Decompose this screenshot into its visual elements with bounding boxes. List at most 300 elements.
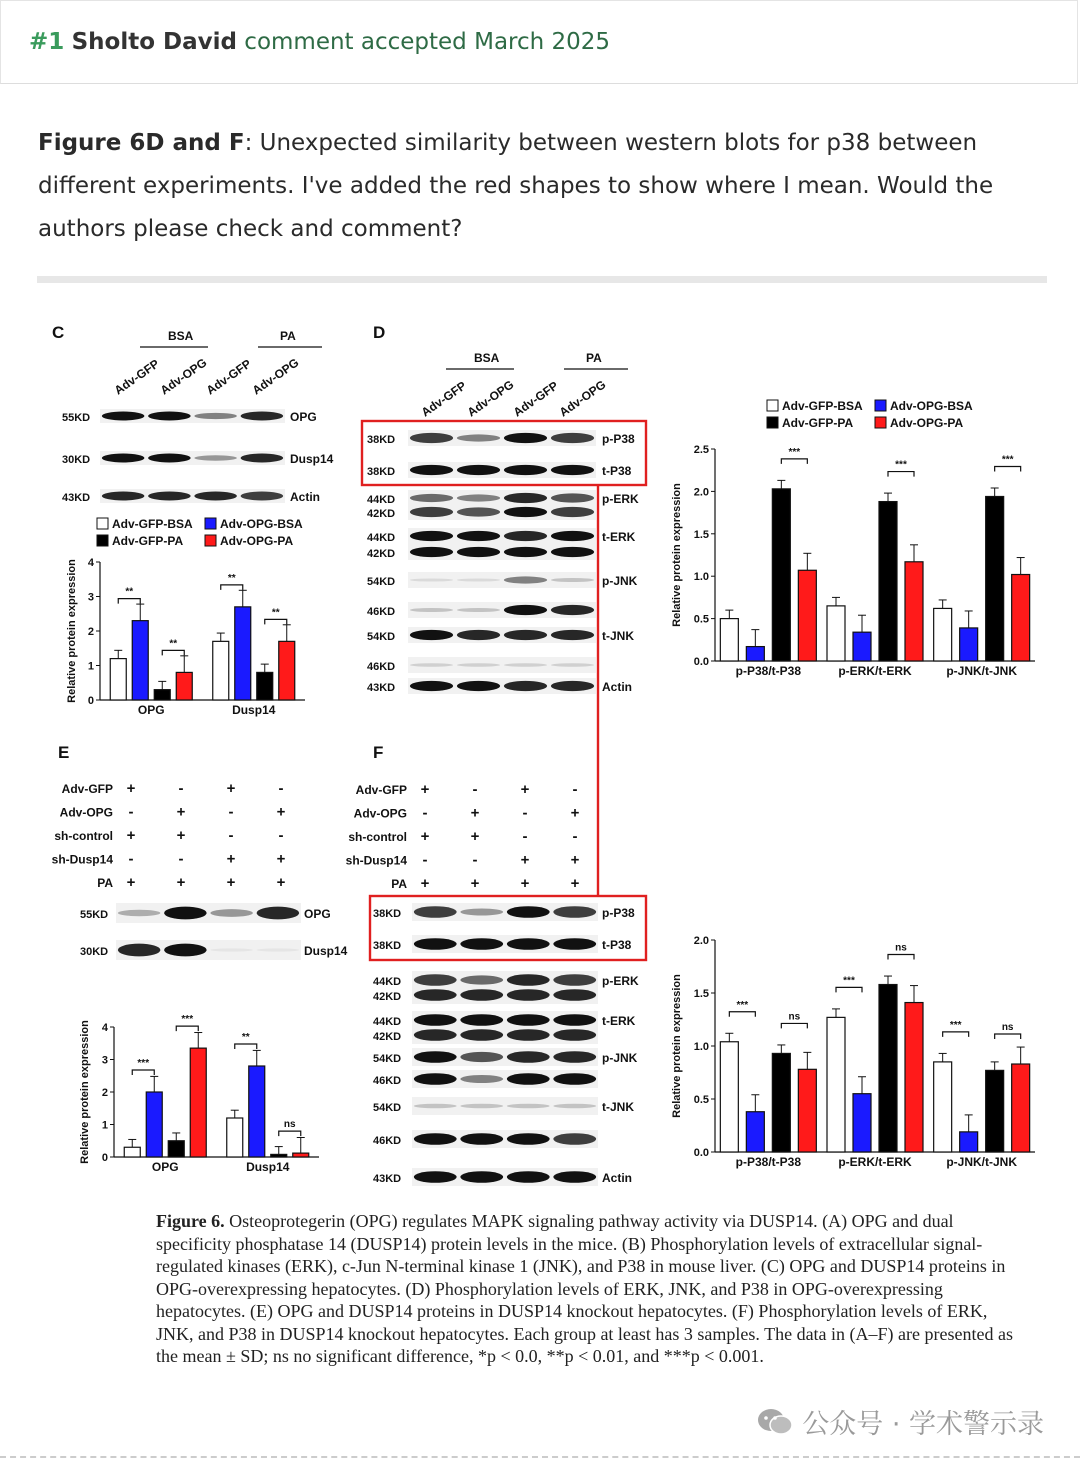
e-blot-band [257, 948, 300, 951]
category-label: OPG [137, 703, 165, 717]
c-blot-band [148, 454, 191, 463]
f-blot-band [507, 989, 550, 1001]
panel-label-c: C [52, 323, 65, 342]
protein-label: p-ERK [602, 492, 639, 506]
f-blot-band [414, 1073, 457, 1085]
kd-label: 55KD [80, 909, 109, 921]
condition-sign: - [178, 850, 184, 868]
bar [986, 1070, 1004, 1152]
f-blot-band [460, 1052, 503, 1062]
significance-label: *** [949, 1019, 962, 1031]
d-blot-band [457, 630, 500, 640]
d-blot-band [504, 630, 547, 640]
watermark [756, 1402, 1044, 1441]
d-blot-band [457, 465, 500, 475]
kd-label: 43KD [367, 682, 396, 694]
condition-label: sh-Dusp14 [345, 853, 407, 868]
kd-label: 44KD [367, 532, 396, 544]
c-blot-band [148, 412, 191, 421]
y-axis-label: Relative protein expression [671, 974, 683, 1118]
c-blot-band [241, 454, 284, 463]
d-blot-band [457, 578, 500, 581]
bar [905, 1003, 923, 1152]
chart-D [671, 444, 1035, 678]
condition-label: sh-control [54, 829, 113, 843]
c-blot-band [194, 413, 237, 419]
kd-label: 38KD [367, 466, 396, 478]
bar [249, 1066, 265, 1157]
significance-bracket [995, 1034, 1021, 1039]
f-blot-band [460, 1075, 503, 1083]
d-blot-band [410, 608, 453, 612]
significance-bracket [118, 599, 140, 604]
condition-sign: - [128, 850, 134, 868]
bar [746, 1112, 764, 1152]
condition-sign: - [572, 828, 578, 845]
f-blot-band [507, 906, 550, 918]
bar [934, 1062, 952, 1152]
e-blot-band [118, 910, 161, 916]
bar [827, 606, 845, 661]
y-tick-label: 0.5 [693, 613, 709, 626]
f-blot-band [507, 938, 550, 950]
f-blot-band [414, 906, 457, 918]
significance-bracket [888, 955, 914, 960]
condition-sign: - [522, 828, 528, 845]
y-axis-label: Relative protein expression [671, 483, 683, 627]
d-blot-band [457, 531, 500, 541]
comment-status: comment accepted March 2025 [244, 29, 611, 55]
significance-bracket [781, 1023, 807, 1028]
c-blot-band [102, 492, 145, 501]
lane-label: Adv-OPG [157, 355, 210, 398]
f-blot-band [460, 975, 503, 984]
protein-label: Actin [290, 490, 320, 504]
lane-label: Adv-GFP [510, 378, 561, 420]
significance-label: ** [241, 1032, 250, 1043]
bar [772, 489, 790, 661]
y-tick-label: 1.5 [693, 528, 709, 541]
condition-sign: + [126, 780, 136, 797]
category-label: Dusp14 [246, 1160, 290, 1174]
e-blot-band [164, 944, 207, 957]
condition-sign: + [420, 828, 430, 845]
condition-sign: - [278, 827, 284, 844]
protein-label: OPG [290, 410, 317, 424]
d-blot-band [457, 494, 500, 501]
d-blot-band [457, 507, 500, 516]
d-blot-band [504, 547, 547, 557]
figure-image [40, 300, 1040, 1200]
kd-label: 46KD [373, 1075, 402, 1087]
significance-bracket [162, 650, 184, 655]
bar [879, 502, 897, 661]
f-blot-band [553, 1171, 596, 1183]
legend-label: Adv-OPG-BSA [220, 517, 303, 531]
bar [853, 632, 871, 661]
y-tick-label: 0.0 [693, 1147, 709, 1159]
significance-label: ** [169, 638, 178, 650]
f-blot-band [460, 989, 503, 1001]
d-blot-band [410, 531, 453, 541]
significance-bracket [995, 466, 1021, 471]
y-tick-label: 1 [101, 1119, 108, 1132]
bar [132, 621, 148, 700]
d-blot-band [457, 663, 500, 667]
caption-text: Osteoprotegerin (OPG) regulates MAPK signaling pathway activity via DUSP14. (A) OPG and dual specificity phosphatase 14 (DUSP14) protein levels in the mice. (B) Phosphorylation levels of extracellular signal-regulated kinases (ERK), c-Jun N-terminal kinase 1 (JNK), and P38 in mouse liver. (C) OPG and DUSP14 proteins in OPG-overexpressing hepatocytes. (D) Phosphorylation levels of ERK, JNK, and P38 in OPG-overexpressing hepatocytes. (E) OPG and DUSP14 proteins in DUSP14 knockout hepatocytes. (F) Phosphorylation levels of ERK, JNK, and P38 in DUSP14 knockout hepatocytes. Each group at least has 3 samples. The data in (A–F) are presented as the mean ± SD; ns no significant difference, *p < 0.0, **p < 0.01, and ***p < 0.001. [156, 1211, 1013, 1366]
bar [154, 690, 170, 700]
d-blot-band [551, 507, 594, 517]
lane-label: Adv-OPG [464, 377, 517, 420]
f-blot-band [414, 974, 457, 986]
category-label: Dusp14 [232, 703, 276, 717]
condition-sign: + [226, 780, 236, 797]
legend-swatch [205, 518, 216, 529]
condition-sign: + [470, 804, 480, 822]
d-blot-band [410, 681, 453, 691]
significance-bracket [836, 987, 862, 992]
bar [168, 1141, 184, 1157]
kd-label: 44KD [373, 976, 402, 988]
f-blot-band [414, 1104, 457, 1109]
condition-label: Adv-OPG [59, 805, 113, 820]
y-tick-label: 1 [87, 660, 94, 673]
e-blot-band [210, 909, 253, 917]
significance-bracket [265, 619, 287, 624]
e-blot-band [118, 944, 161, 957]
f-blot-band [460, 1104, 503, 1109]
f-blot-band [460, 1133, 503, 1145]
f-blot-band [460, 1014, 503, 1026]
bar [176, 672, 192, 700]
legend-swatch [97, 535, 108, 546]
f-blot-band [460, 1171, 503, 1183]
bar [190, 1048, 206, 1157]
lane-label: Adv-GFP [203, 356, 254, 398]
protein-label: Actin [602, 1171, 632, 1185]
e-blot-band [210, 948, 253, 951]
condition-sign: - [472, 851, 478, 869]
f-blot-band [553, 1104, 596, 1109]
condition-sign: + [126, 827, 136, 844]
bar [257, 672, 273, 700]
panel-label-e: E [58, 743, 70, 762]
protein-label: p-P38 [602, 906, 635, 920]
d-blot-band [504, 531, 547, 541]
significance-label: *** [895, 459, 907, 471]
protein-label: t-P38 [602, 938, 632, 952]
condition-sign: - [178, 780, 184, 797]
kd-label: 54KD [367, 576, 396, 588]
legend-label: Adv-OPG-BSA [890, 399, 973, 413]
lane-label: Adv-GFP [111, 356, 162, 398]
caption-lead: Figure 6. [156, 1211, 225, 1231]
group-label-pa: PA [586, 351, 602, 365]
protein-label: Dusp14 [290, 452, 334, 466]
protein-label: t-JNK [602, 1100, 634, 1114]
f-blot-band [553, 974, 596, 986]
condition-sign: - [572, 781, 578, 798]
protein-label: p-JNK [602, 1051, 638, 1065]
f-blot-band [414, 938, 457, 950]
legend-swatch [875, 417, 886, 428]
condition-label: sh-Dusp14 [51, 852, 113, 867]
d-blot-band [504, 663, 547, 667]
kd-label: 54KD [373, 1102, 402, 1114]
condition-sign: + [520, 781, 530, 798]
comment-header [0, 0, 1078, 84]
significance-bracket [221, 585, 243, 590]
category-label: p-ERK/t-ERK [838, 1155, 912, 1169]
f-blot-band [507, 1133, 550, 1145]
d-blot-band [504, 507, 547, 517]
f-blot-band [553, 1073, 596, 1085]
significance-label: ns [788, 1011, 801, 1023]
bar [879, 985, 897, 1152]
d-blot-band [551, 547, 594, 557]
condition-sign: + [420, 781, 430, 798]
f-blot-band [414, 1029, 457, 1041]
protein-label: p-ERK [602, 974, 639, 988]
c-blot-band [241, 412, 284, 421]
kd-label: 42KD [373, 991, 402, 1003]
y-tick-label: 1.0 [693, 571, 709, 584]
protein-label: p-JNK [602, 574, 638, 588]
kd-label: 55KD [62, 412, 91, 424]
condition-sign: - [228, 803, 234, 821]
d-blot-band [504, 433, 547, 443]
significance-bracket [176, 1026, 198, 1031]
watermark-text: 公众号 · 学术警示录 [802, 1409, 1044, 1440]
significance-label: *** [736, 999, 749, 1011]
kd-label: 54KD [373, 1053, 402, 1065]
f-blot-band [553, 1051, 596, 1063]
panel-label-d: D [373, 323, 386, 342]
kd-label: 30KD [80, 946, 109, 958]
kd-label: 46KD [367, 661, 396, 673]
d-blot-band [504, 465, 547, 475]
y-tick-label: 2.0 [693, 486, 709, 499]
legend-swatch [767, 417, 778, 428]
kd-label: 38KD [367, 434, 396, 446]
bottom-dashed-border [0, 1456, 1080, 1458]
legend-label: Adv-GFP-PA [112, 534, 184, 548]
bar [772, 1053, 790, 1152]
comment-lead: Figure 6D and F [38, 130, 245, 156]
legend-label: Adv-GFP-PA [782, 416, 854, 430]
significance-label: ns [895, 942, 907, 954]
significance-label: *** [181, 1014, 194, 1026]
condition-sign: + [176, 827, 186, 844]
legend-label: Adv-OPG-PA [220, 534, 294, 548]
f-blot-band [553, 938, 596, 950]
condition-sign: - [522, 804, 528, 822]
kd-label: 38KD [373, 940, 402, 952]
significance-label: *** [137, 1058, 150, 1069]
bar [934, 608, 952, 661]
kd-label: 42KD [367, 508, 396, 520]
bar [293, 1153, 309, 1157]
condition-sign: + [276, 874, 286, 891]
f-blot-band [507, 1104, 550, 1109]
bar [1012, 575, 1030, 661]
d-blot-band [551, 433, 594, 443]
lane-label: Adv-GFP [418, 378, 469, 420]
y-axis-label: Relative protein expression [66, 559, 78, 703]
d-blot-band [410, 433, 453, 443]
category-label: p-ERK/t-ERK [838, 664, 912, 678]
y-tick-label: 0.5 [693, 1094, 709, 1106]
kd-label: 38KD [373, 908, 402, 920]
bar [213, 641, 229, 700]
y-tick-label: 3 [101, 1054, 108, 1067]
kd-label: 54KD [367, 631, 396, 643]
d-blot-band [504, 576, 547, 583]
y-tick-label: 0.0 [693, 656, 709, 668]
significance-label: ** [227, 572, 236, 584]
comment-author[interactable]: Sholto David [71, 29, 237, 55]
protein-label: t-JNK [602, 629, 634, 643]
f-blot-band [460, 909, 503, 916]
significance-label: *** [843, 975, 855, 987]
significance-label: ** [271, 607, 280, 619]
figure-caption [156, 1210, 1026, 1368]
condition-sign: + [470, 875, 480, 892]
f-blot-band [507, 974, 550, 986]
significance-bracket [132, 1070, 154, 1075]
condition-sign: + [126, 874, 136, 891]
condition-sign: + [520, 851, 530, 869]
category-label: p-P38/t-P38 [735, 664, 802, 678]
legend-label: Adv-OPG-PA [890, 416, 964, 430]
c-blot-band [194, 455, 237, 460]
y-tick-label: 3 [87, 591, 94, 604]
f-blot-band [507, 1171, 550, 1183]
condition-sign: + [520, 875, 530, 892]
f-blot-band [414, 1051, 457, 1063]
y-tick-label: 1.5 [693, 988, 709, 1000]
significance-label: *** [1001, 454, 1014, 466]
bar [986, 496, 1004, 661]
condition-sign: - [472, 781, 478, 798]
d-blot-band [410, 465, 453, 475]
category-label: OPG [151, 1160, 179, 1174]
d-blot-band [551, 681, 594, 691]
significance-label: ns [283, 1119, 296, 1131]
legend-label: Adv-GFP-BSA [112, 517, 193, 531]
legend-swatch [767, 400, 778, 411]
legend-label: Adv-GFP-BSA [782, 399, 863, 413]
f-blot-band [414, 1133, 457, 1145]
d-blot-band [551, 663, 594, 667]
significance-label: ** [125, 586, 134, 598]
bar [146, 1092, 162, 1157]
d-blot-band [504, 493, 547, 503]
condition-sign: + [470, 828, 480, 845]
y-axis-label: Relative protein expression [79, 1020, 91, 1164]
f-blot-band [414, 1171, 457, 1183]
bar [720, 1042, 738, 1152]
condition-label: sh-control [348, 830, 407, 844]
d-blot-band [504, 681, 547, 691]
y-tick-label: 0 [101, 1152, 108, 1164]
d-blot-band [551, 531, 594, 541]
f-blot-band [553, 906, 596, 918]
bar [1012, 1064, 1030, 1152]
condition-sign: + [176, 874, 186, 891]
comment-text: : Unexpected similarity between western blots for p38 between different experiments. I've added the red shapes to show where I mean. Would the authors please check and comment? [38, 130, 994, 242]
d-blot-band [457, 681, 500, 691]
protein-label: p-P38 [602, 432, 635, 446]
protein-label: t-ERK [602, 530, 636, 544]
d-blot-band [410, 507, 453, 517]
d-blot-band [457, 547, 500, 557]
significance-bracket [781, 459, 807, 464]
d-blot-band [551, 605, 594, 615]
f-blot-band [414, 1014, 457, 1026]
bar [960, 628, 978, 661]
condition-label: PA [97, 876, 113, 890]
bar [110, 659, 126, 700]
f-blot-band [507, 1051, 550, 1063]
condition-sign: + [226, 850, 236, 868]
y-tick-label: 1.0 [693, 1041, 709, 1053]
condition-label: PA [391, 877, 407, 891]
condition-sign: + [276, 803, 286, 821]
kd-label: 30KD [62, 454, 91, 466]
condition-sign: - [128, 803, 134, 821]
c-blot-band [194, 492, 237, 501]
d-blot-band [504, 605, 547, 615]
f-blot-band [460, 938, 503, 950]
group-label-pa: PA [280, 329, 296, 343]
f-blot-band [507, 1029, 550, 1041]
lane-label: Adv-OPG [556, 377, 609, 420]
bar [798, 570, 816, 661]
y-tick-label: 4 [87, 557, 94, 569]
comment-header-line [29, 29, 610, 55]
d-blot-band [410, 547, 453, 557]
condition-sign: + [570, 804, 580, 822]
bar [960, 1132, 978, 1152]
protein-label: Actin [602, 680, 632, 694]
condition-sign: + [570, 875, 580, 892]
chart-E [79, 1014, 319, 1174]
c-blot-band [241, 492, 284, 501]
category-label: p-JNK/t-JNK [946, 1155, 1018, 1169]
f-blot-band [553, 989, 596, 1001]
comment-number[interactable]: #1 [29, 29, 65, 55]
condition-sign: + [276, 850, 286, 868]
d-blot-band [551, 465, 594, 475]
significance-label: *** [788, 446, 801, 458]
bar [271, 1154, 287, 1157]
condition-sign: + [420, 875, 430, 892]
f-blot-band [553, 1029, 596, 1041]
condition-sign: + [570, 851, 580, 869]
kd-label: 46KD [373, 1135, 402, 1147]
bar [746, 647, 764, 661]
bar [798, 1069, 816, 1152]
d-blot-band [410, 578, 453, 581]
significance-bracket [888, 472, 914, 477]
condition-label: Adv-GFP [61, 782, 113, 796]
condition-sign: - [228, 827, 234, 844]
group-label-bsa: BSA [474, 351, 500, 365]
significance-bracket [279, 1131, 301, 1136]
y-tick-label: 4 [101, 1022, 108, 1034]
protein-label: t-P38 [602, 464, 632, 478]
